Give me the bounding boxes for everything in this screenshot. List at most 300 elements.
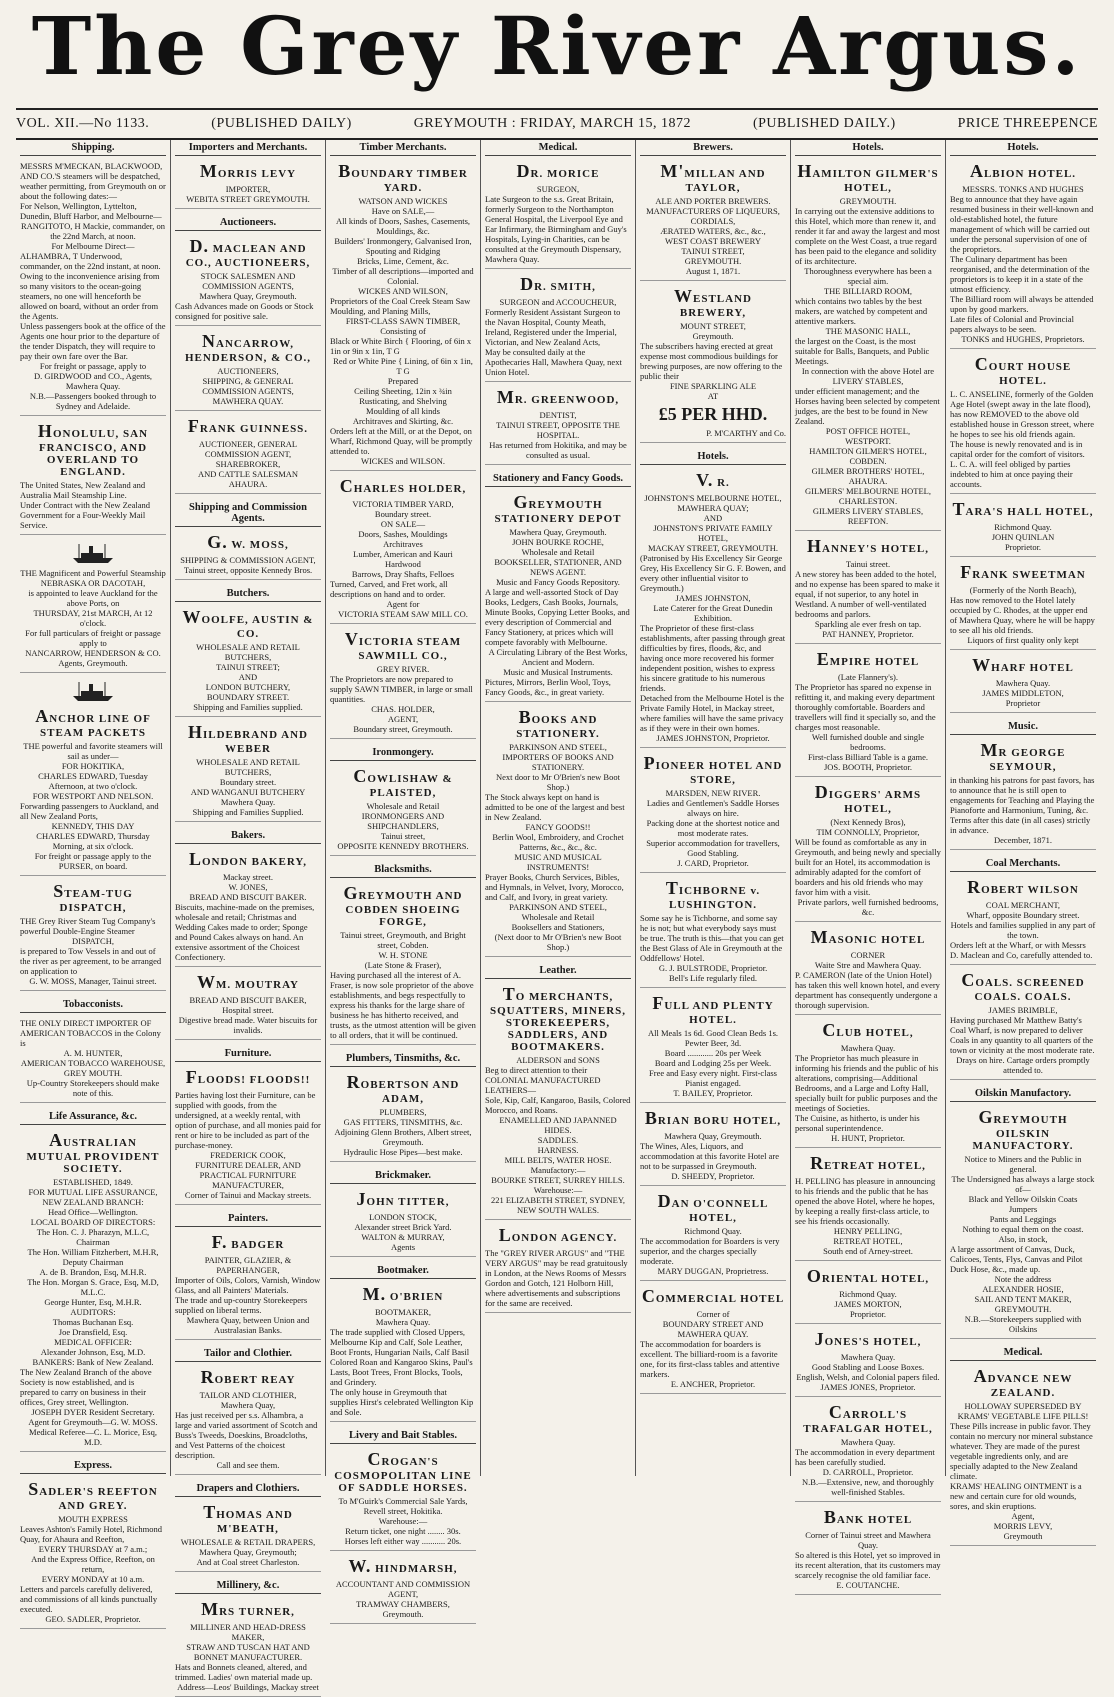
advertisement	[330, 1554, 476, 1624]
ad-line: H. HUNT, Proprietor.	[831, 1133, 905, 1143]
ad-line: N.B.—Storekeepers supplied with Oilskins	[964, 1314, 1082, 1334]
ad-line: TRAMWAY CHAMBERS,	[356, 1599, 450, 1609]
advertisement	[330, 474, 476, 624]
ad-line: P. CAMERON (late of the Union Hotel) has taken this well known hotel, and every department has consequently undergone a thorough supervision.	[795, 970, 940, 1010]
ad-line: May be consulted daily at the Apothecaries Hall, Mawhera Quay, next Union Hotel.	[485, 347, 622, 377]
ad-line: AND CATTLE SALESMAN	[197, 469, 299, 479]
advertisement	[20, 879, 166, 991]
ad-line: Barrows, Dray Shafts, Felloes	[351, 569, 455, 579]
ad-line: KRAMS' HEALING OINTMENT is a new and certain cure for old wounds, sores, and skin eruptions.	[950, 1481, 1082, 1511]
ad-line: AND	[703, 513, 723, 523]
ad-line: First-class Billiard Table is a game.	[807, 752, 929, 762]
ad-title: EMPIRE HOTEL	[816, 649, 920, 669]
section	[330, 140, 476, 739]
published-daily-left: (PUBLISHED DAILY)	[211, 116, 352, 131]
ad-line: In carrying out the extensive additions to this Hotel, which more than renew it, and render it far and away the largest and most complete on the West Coast, a true regard has been paid to the elegance and solidity of its architecture.	[795, 206, 940, 266]
ad-line: Richmond Quay.	[994, 522, 1052, 532]
ad-line: Sparkling ale ever fresh on tap.	[814, 619, 922, 629]
ad-line: KENNEDY, THIS DAY	[51, 821, 135, 831]
advertisement	[640, 284, 786, 443]
advertisement	[20, 538, 166, 673]
ad-line: L. C. ANSELINE, formerly of the Golden Age Hotel (swept away in the late flood), has now REMOVED to the above old established house in Gresson street, where he hopes to see his old friends again.	[950, 389, 1094, 439]
ad-title: W. HINDMARSH,	[348, 1556, 458, 1576]
advertisement	[950, 560, 1096, 650]
advertisement	[950, 968, 1096, 1080]
ad-line: FANCY GOODS!!	[525, 822, 591, 832]
ad-line: AUCTIONEERS,	[217, 366, 279, 376]
ad-title: GREYMOUTH OILSKIN MANUFACTORY.	[972, 1107, 1074, 1152]
ad-line: D. GIRDWOOD and CO., Agents, Mawhera Quay.	[33, 371, 153, 391]
ad-line: GREYMOUTH.	[994, 1304, 1052, 1314]
ad-line: The accommodation for boarders is excellent. The billiard-room is a favorite one, for its first-class tables and attentive markers.	[640, 1339, 780, 1379]
advertisement	[795, 647, 941, 777]
advertisement	[640, 1189, 786, 1281]
ad-line: Nothing to equal them on the coast.	[962, 1224, 1084, 1234]
ad-line: Boundary street, Greymouth.	[353, 724, 453, 734]
section	[175, 215, 321, 494]
ad-line: The Hon. William Fitzherbert, M.H.R, Deputy Chairman	[27, 1247, 159, 1267]
ad-line: Mawhera Quay.	[840, 1352, 896, 1362]
ad-line: Liquors of first quality only kept	[967, 635, 1079, 645]
ad-title: CROGAN'S COSMOPOLITAN LINE OF SADDLE HORSES.	[334, 1449, 472, 1494]
ad-line: Biscuits, machine-made on the premises, wholesale and retail; Christmas and Wedding Cakes made to order; Sponge and Pound Cakes always on hand. An extensive assortment of the Choicest Confectionery.	[175, 902, 315, 962]
ad-line: Richmond Quay.	[839, 1289, 897, 1299]
ad-line: REEFTON.	[847, 516, 889, 526]
ad-line: Free and Easy every night. First-class Pianist engaged.	[649, 1068, 777, 1088]
ad-line: Has now removed to the Hotel lately occupied by C. Rhodes, at the upper end of Mawhera Quay, where he will be happy to see all his old friends.	[950, 595, 1095, 635]
ad-line: CHARLESTON.	[838, 496, 898, 506]
ad-title: DR. SMITH,	[520, 274, 596, 294]
section-heading: Brewers.	[640, 140, 786, 156]
section	[175, 828, 321, 1040]
advertisement	[175, 159, 321, 209]
ad-title: FULL AND PLENTY HOTEL.	[652, 993, 774, 1026]
ad-line: MARY DUGGAN, Proprietress.	[657, 1266, 769, 1276]
advertisement	[175, 847, 321, 967]
ad-line: Jumpers	[1008, 1204, 1038, 1214]
ad-line: Orders left at the Wharf, or with Messrs D. Maclean and Co, carefully attended to.	[950, 940, 1093, 960]
section-heading: Shipping.	[20, 140, 166, 156]
ad-title: BRIAN BORU HOTEL,	[644, 1108, 782, 1128]
ad-line: JAMES JONES, Proprietor.	[820, 1382, 916, 1392]
advertisement	[175, 1230, 321, 1340]
ad-line: ALEXANDER HOSIE,	[982, 1284, 1064, 1294]
ad-title: BANK HOTEL	[823, 1507, 913, 1527]
ad-title: HONOLULU, SAN FRANCISCO, AND OVERLAND TO ENGLAND.	[37, 421, 149, 478]
ad-line: Ceiling Sheeting, 12in x ¾in	[354, 386, 452, 396]
ad-line: (Late Flannery's).	[837, 672, 899, 682]
advertisement	[485, 982, 631, 1220]
volume-number: VOL. XII.—No 1133.	[16, 116, 150, 131]
ad-line: VICTORIA TIMBER YARD,	[352, 499, 454, 509]
ad-title: JONES'S HOTEL,	[814, 1329, 922, 1349]
ad-title: TICHBORNE v. LUSHINGTON.	[665, 878, 761, 911]
section-heading: Hotels.	[640, 449, 786, 465]
ad-line: Bell's Life regularly filed.	[669, 973, 757, 983]
ad-line: Good Stabling and Loose Boxes.	[811, 1362, 925, 1372]
advertisement	[485, 385, 631, 465]
ad-line: Mawhera Quay.	[840, 1437, 896, 1447]
ad-line: under efficient management; and the Horses having been selected by competent judges, are the best to be found in New Zealand.	[795, 386, 940, 426]
ad-line: And the Express Office, Reefton, on return,	[31, 1554, 155, 1574]
ad-line: SURGEON,	[536, 184, 580, 194]
ad-line: ACCOUNTANT AND COMMISSION AGENT,	[335, 1579, 471, 1599]
advertisement	[330, 1447, 476, 1551]
column-3	[326, 140, 481, 1619]
ad-line: LIVERY STABLES,	[832, 376, 904, 386]
ad-line: Proprietor.	[849, 1309, 887, 1319]
ad-line: GILMER BROTHERS' HOTEL,	[811, 466, 925, 476]
ad-line: FINE SPARKLING ALE	[669, 381, 757, 391]
ad-line: Bricks, Lime, Cement, &c.	[357, 256, 449, 266]
ad-line: Mackay street.	[222, 872, 274, 882]
ad-line: MARSDEN, NEW RIVER.	[665, 788, 761, 798]
ad-line: STOCK SALESMEN AND COMMISSION AGENTS,	[200, 271, 296, 291]
ad-line: A. de B. Brandon, Esq, M.H.R.	[39, 1267, 147, 1277]
ad-line: WHOLESALE AND RETAIL BUTCHERS,	[196, 642, 300, 662]
ad-line: Has returned from Hokitika, and may be consulted as usual.	[489, 440, 627, 460]
ad-line: Wholesale and Retail	[366, 801, 440, 811]
ad-line: English, Welsh, and Colonial papers filed.	[796, 1372, 940, 1382]
ad-line: TONKS and HUGHES, Proprietors.	[961, 334, 1085, 344]
ad-line: OPPOSITE KENNEDY BROTHERS.	[337, 841, 469, 851]
ad-title: WOOLFE, AUSTIN & CO.	[182, 607, 314, 640]
ad-line: in thanking his patrons for past favors, has to announce that he is still open to engagements for Teaching and Playing the Pianoforte and Harmonium, Tuning, &c. Terms after this date (in all cases) strictly in advance.	[950, 775, 1095, 835]
ad-line: December, 1871.	[994, 835, 1052, 845]
steamship-icon	[71, 543, 115, 565]
ad-line: THE Magnificent and Powerful Steamship	[20, 568, 166, 578]
ad-line: Richmond Quay.	[684, 1226, 742, 1236]
section	[175, 1481, 321, 1572]
advertisement	[485, 1223, 631, 1313]
section	[330, 1051, 476, 1162]
ad-line: Mawhera Quay,	[220, 1400, 276, 1410]
ad-line: Boundary street.	[374, 509, 432, 519]
ad-line: Booksellers and Stationers,	[511, 922, 605, 932]
ad-line: GREY RIVER.	[376, 664, 430, 674]
ad-line: Board ............ 20s per Week	[664, 1048, 762, 1058]
ad-line: Note the address	[994, 1274, 1052, 1284]
ad-title: ROBERT REAY	[200, 1367, 296, 1387]
advertisement	[175, 1365, 321, 1475]
ad-line: Drays on hire. Cartage orders promptly attended to.	[956, 1055, 1090, 1075]
ad-title: CLUB HOTEL,	[822, 1020, 914, 1040]
ad-line: Architraves and Skirting, &c.	[352, 416, 454, 426]
section	[485, 471, 631, 957]
ad-line: Has just received per s.s. Alhambra, a large and varied assortment of Scotch and Buss's Tweeds, Doeskins, Broadcloths, and Vest Patterns of the choicest description.	[175, 1410, 318, 1460]
ad-line: FURNITURE DEALER, AND PRACTICAL FURNITURE MANUFACTURER,	[195, 1160, 301, 1190]
ad-line: SURGEON and ACCOUCHEUR,	[499, 297, 617, 307]
ad-line: AND WANGANUI BUTCHERY	[190, 787, 306, 797]
ad-line: COAL MERCHANT,	[985, 900, 1061, 910]
ad-line: AHAURA.	[228, 479, 268, 489]
ad-title: FRANK SWEETMAN	[960, 562, 1086, 582]
ad-line: The Wines, Ales, Liquors, and accommodation at this favorite Hotel are not to be surpassed in Greymouth.	[640, 1141, 780, 1171]
ad-line: Owing to the inconvenience arising from so many visitors to the ocean-going steamers, no one will henceforth be allowed on board, without an order from the Agents.	[20, 271, 160, 321]
ad-line: MILLINER AND HEAD-DRESS MAKER,	[190, 1622, 306, 1642]
section	[330, 745, 476, 856]
ad-line: Shipping and Families supplied.	[193, 702, 303, 712]
section-heading: Bakers.	[175, 828, 321, 844]
ad-line: A large and well-assorted Stock of Day Books, Ledgers, Cash Books, Journals, Minute Books, Copying Letter Books, and every description of Commercial and Fancy Stationery, at prices which will compete favorably with Melbourne.	[485, 587, 630, 647]
ad-line: The Proprietors are now prepared to supply SAWN TIMBER, in large or small quantities.	[330, 674, 473, 704]
ad-line: Turned, Carved, and Fret work, all descriptions on hand and to order.	[330, 579, 448, 599]
section	[20, 1109, 166, 1452]
ad-line: W. JONES,	[228, 882, 268, 892]
column-7	[946, 140, 1100, 1541]
ad-line: G. J. BULSTRODE, Proprietor.	[658, 963, 768, 973]
ad-line: is appointed to leave Auckland for the above Ports, on	[28, 588, 158, 608]
ad-line: So altered is this Hotel, yet so improved in its recent alteration, that its customers may scarcely recognise the old familiar face.	[795, 1550, 941, 1580]
ad-line: STRAW AND TUSCAN HAT AND BONNET MANUFACTURER.	[186, 1642, 310, 1662]
ad-line: WALTON & MURRAY,	[361, 1232, 445, 1242]
ad-title: CARROLL'S TRAFALGAR HOTEL,	[803, 1402, 933, 1435]
ad-line: PAINTER, GLAZIER, & PAPERHANGER,	[204, 1255, 292, 1275]
ad-line: Late Surgeon to the s.s. Great Britain, formerly Surgeon to the Northampton General Hospital, the Liverpool Eye and Ear Infirmary, the Birmingham and Guy's Hospitals, Lying-in Charities, can be consulted at the Greymouth Dispensary, Mawhera Quay.	[485, 194, 627, 264]
ad-line: Well furnished double and single bedrooms.	[811, 732, 925, 752]
ad-line: which contains two tables by the best makers, are watched by competent and attentive markers.	[795, 296, 928, 326]
ad-title: ROBERT WILSON	[967, 877, 1079, 897]
ad-line: Under Contract with the New Zealand Government for a Four-Weekly Mail Service.	[20, 500, 151, 530]
ad-line: DENTIST,	[539, 410, 577, 420]
section-heading: Plumbers, Tinsmiths, &c.	[330, 1051, 476, 1067]
ad-line: HARNESS.	[537, 1145, 579, 1155]
ad-line: Next door to Mr O'Brien's new Boot Shop.)	[496, 772, 620, 792]
ad-line: The Undersigned has always a large stock of—	[951, 1174, 1095, 1194]
section	[950, 856, 1096, 1080]
advertisement	[485, 490, 631, 702]
ad-line: NANCARROW, HENDERSON & CO. Agents, Greymouth.	[25, 648, 161, 668]
ad-line: And at Coal street Charleston.	[196, 1557, 300, 1567]
advertisement	[330, 881, 476, 1045]
ad-line: Tainui street, opposite Kennedy Bros.	[183, 565, 313, 575]
dateline-bar	[16, 108, 1098, 140]
ad-title: AUSTRALIAN MUTUAL PROVIDENT SOCIETY.	[26, 1130, 160, 1175]
section-heading: Tailor and Clothier.	[175, 1346, 321, 1362]
ad-line: The Hon. C. J. Pharazyn, M.L.C, Chairman	[36, 1227, 150, 1247]
ad-title: VICTORIA STEAM SAWMILL CO.,	[344, 629, 462, 662]
ad-line: The Culinary department has been reorganised, and the determination of the proprietors is to keep it in a state of the utmost efficiency.	[950, 254, 1090, 294]
ad-title: DIGGERS' ARMS HOTEL,	[814, 782, 922, 815]
advertisement	[640, 1284, 786, 1394]
ad-title: RETREAT HOTEL,	[810, 1153, 926, 1173]
ad-line: N.B.—Passengers booked through to Sydney and Adelaide.	[29, 391, 157, 411]
ad-line: Hotels and families supplied in any part of the town.	[950, 920, 1096, 940]
ad-line: Warehouse:—	[533, 1185, 583, 1195]
column-6	[791, 140, 946, 1590]
ad-line: Hats and Bonnets cleaned, altered, and trimmed. Ladies' own material made up.	[175, 1662, 313, 1682]
ad-line: Importer of Oils, Colors, Varnish, Window Glass, and all Painters' Materials.	[175, 1275, 321, 1295]
section	[795, 140, 941, 1595]
ad-line: Superior accommodation for travellers, Good Stabling.	[646, 838, 780, 858]
section	[175, 1046, 321, 1205]
advertisement	[330, 159, 476, 471]
advertisement	[950, 653, 1096, 713]
section	[330, 862, 476, 1045]
ad-title: ADVANCE NEW ZEALAND.	[973, 1366, 1073, 1399]
ad-title: TARA'S HALL HOTEL,	[952, 499, 1094, 519]
ad-title: WM. MOUTRAY	[197, 972, 299, 992]
ad-line: JOHN QUINLAN	[991, 532, 1055, 542]
ad-line: THE powerful and favorite steamers will sail as under—	[23, 741, 163, 761]
ad-line: Agent for Greymouth—G. W. MOSS.	[28, 1417, 158, 1427]
ad-title: FRANK GUINNESS.	[187, 416, 309, 436]
ad-line: Ladies and Gentlemen's Saddle Horses always on hire.	[646, 798, 780, 818]
ad-line: Music and Fancy Goods Repository.	[496, 577, 620, 587]
ad-line: MUSIC AND MUSICAL INSTRUMENTS!	[514, 852, 602, 872]
advertisement	[175, 234, 321, 326]
advertisement	[330, 627, 476, 739]
ad-line: Proprietor	[1005, 698, 1041, 708]
ad-line: Mawhera Quay.	[220, 797, 276, 807]
ad-line: Music and Musical Instruments.	[503, 667, 613, 677]
ad-line: FOR HOKITIKA,	[61, 761, 125, 771]
ad-line: A new storey has been added to the hotel, and no expense has been spared to make it equal, if not superior, to any hotel in Westland. A number of well-ventilated bedrooms and parlors.	[795, 569, 940, 619]
advertisement	[950, 1364, 1096, 1546]
ad-title: ANCHOR LINE OF STEAM PACKETS	[35, 706, 151, 739]
ad-line: VICTORIA STEAM SAW MILL CO.	[338, 609, 468, 619]
ad-title: NANCARROW, HENDERSON, & CO.,	[184, 331, 312, 364]
ad-line: Tainui street, Greymouth, and Bright street, Cobden.	[340, 930, 466, 950]
ad-line: HAMILTON GILMER'S HOTEL,	[809, 446, 927, 456]
ad-line: FOR WESTPORT AND NELSON.	[32, 791, 154, 801]
advertisement	[175, 1500, 321, 1572]
section-heading: Brickmaker.	[330, 1168, 476, 1184]
ad-line: HOLLOWAY SUPERSEDED BY KRAMS' VEGETABLE LIFE PILLS!	[957, 1401, 1089, 1421]
ad-line: NEW ZEALAND BRANCH:	[42, 1197, 144, 1207]
section	[330, 1168, 476, 1257]
ad-title: BOUNDARY TIMBER YARD.	[338, 161, 468, 194]
column-5	[636, 140, 791, 1476]
ad-title: MORRIS LEVY	[199, 161, 297, 181]
ad-line: Tainui street.	[845, 559, 891, 569]
ad-line: THURSDAY, 21st MARCH, At 12 o'clock.	[33, 608, 153, 628]
ad-line: SHIPPING, & GENERAL COMMISSION AGENTS,	[202, 376, 294, 396]
ad-line: Greymouth.	[692, 331, 734, 341]
ad-line: Having purchased Mr Matthew Batty's Coal Wharf, is now prepared to deliver Coals in any quantity to all quarters of the town or vicinity at the most moderate rate.	[950, 1015, 1095, 1055]
ad-line: TAINUI STREET, OPPOSITE THE HOSPITAL.	[496, 420, 620, 440]
ad-line: Alexander street Brick Yard.	[354, 1222, 452, 1232]
ad-line: Prepared	[387, 376, 419, 386]
ad-line: The "GREY RIVER ARGUS" and "THE VERY ARGUS" may be read gratuitously in London, at the News Rooms of Messrs Gordon and Gotch, 121 Holborn Hill, where advertisements and subscriptions for the same are received.	[485, 1248, 628, 1308]
ad-line: The Proprietor has spared no expense in refitting it, and making every department thoroughly comfortable. Boarders and travellers will find it specially so, and the charges most reasonable.	[795, 682, 936, 732]
ad-line: Doors, Sashes, Mouldings	[358, 529, 448, 539]
ad-line: For full particulars of freight or passage apply to	[25, 628, 161, 648]
section-heading: Timber Merchants.	[330, 140, 476, 156]
price: PRICE THREEPENCE	[957, 116, 1098, 131]
advertisement	[175, 530, 321, 580]
ad-title: FLOODS! FLOODS!!	[185, 1067, 311, 1087]
section-heading: Medical.	[485, 140, 631, 156]
ad-line: Sole, Kip, Calf, Kangaroo, Basils, Colored Morocco, and Roans.	[485, 1095, 631, 1115]
ad-line: AHAURA.	[848, 476, 888, 486]
ad-line: Black or White Birch { Flooring, of 6in x 1in or 9in x 1in, T G	[330, 336, 472, 356]
ad-line: WEBITA STREET GREYMOUTH.	[186, 194, 310, 204]
ad-line: TIM CONNOLLY, Proprietor,	[816, 827, 920, 837]
section	[330, 1428, 476, 1624]
ad-line: BREAD AND BISCUIT BAKER,	[189, 995, 307, 1005]
ad-line: D. CARROLL, Proprietor.	[822, 1467, 914, 1477]
ad-title: STEAM-TUG DISPATCH,	[53, 881, 133, 914]
ad-line: GEO. SADLER, Proprietor.	[45, 1614, 141, 1624]
ad-line: D. SHEEDY, Proprietor.	[671, 1171, 755, 1181]
section-heading: Auctioneers.	[175, 215, 321, 231]
ad-title: ALBION HOTEL.	[969, 161, 1077, 181]
ad-line: Alexander Johnson, Esq, M.D.	[40, 1347, 146, 1357]
ad-line: RETREAT HOTEL,	[833, 1236, 903, 1246]
section-heading: Coal Merchants.	[950, 856, 1096, 872]
section	[950, 719, 1096, 850]
advertisement	[640, 876, 786, 988]
ad-line: FREDERICK COOK,	[210, 1150, 286, 1160]
advertisement	[795, 534, 941, 644]
ad-title: HAMILTON GILMER'S HOTEL,	[797, 161, 939, 194]
ad-line: The Cuisine, as hitherto, is under his personal superintendence.	[795, 1113, 920, 1133]
ad-line: (Late Stone & Fraser),	[364, 960, 442, 970]
section-heading: Importers and Merchants.	[175, 140, 321, 156]
ad-line: The trade and up-country Storekeepers supplied on liberal terms.	[175, 1295, 308, 1315]
ad-line: LONDON BUTCHERY,	[205, 682, 291, 692]
ad-line: Wholesale and Retail	[521, 912, 595, 922]
section-heading: Blacksmiths.	[330, 862, 476, 878]
ad-line: Mawhera Quay.	[995, 678, 1051, 688]
ad-line: Board and Lodging 25s per Week.	[654, 1058, 772, 1068]
ad-line: South end of Arney-street.	[823, 1246, 913, 1256]
ad-title: SADLER'S REEFTON AND GREY.	[28, 1479, 158, 1512]
ad-line: Agent,	[1011, 1511, 1035, 1521]
advertisement	[20, 676, 166, 876]
section	[950, 1345, 1096, 1546]
ad-line: Greymouth	[1003, 1531, 1043, 1541]
ad-line: For freight or passage apply to the PURSER, on board.	[34, 851, 152, 871]
ad-line: The Proprietor has much pleasure in informing his friends and the public of his alterations, comprising—Additional Bedrooms, and a Large and Lofty Hall, specially built for public purposes and the meetings of Societies.	[795, 1053, 939, 1113]
ad-line: Hardwood	[385, 559, 421, 569]
ad-title: WESTLAND BREWERY,	[674, 286, 752, 319]
ad-line: THE Grey River Steam Tug Company's powerful Double-Engine Steamer	[20, 916, 156, 936]
ad-line: JOHNSTON'S MELBOURNE HOTEL,	[644, 493, 782, 503]
ad-line: E. COUTANCHE.	[836, 1580, 900, 1590]
section	[485, 140, 631, 465]
ad-title: LONDON BAKERY,	[188, 849, 308, 869]
ad-line: GILMERS' MELBOURNE HOTEL,	[805, 486, 931, 496]
ad-line: J. CARD, Proprietor.	[677, 858, 749, 868]
advertisement	[175, 720, 321, 822]
ad-line: Some say he is Tichborne, and some say he is not; but what everybody says must be true. The truth is this—that you can get the Best Glass of Ale in Greymouth at the Oddfellows' Hotel.	[640, 913, 784, 963]
section	[175, 1346, 321, 1475]
advertisement	[175, 329, 321, 411]
ad-line: ON SALE—	[380, 519, 426, 529]
ad-title: COALS. SCREENED COALS. COALS.	[961, 970, 1085, 1003]
ad-line: Pictures, Mirrors, Berlin Wool, Toys, Fancy Goods, &c., in great variety.	[485, 677, 611, 697]
ad-line: Head Office—Wellington.	[48, 1207, 138, 1217]
ad-title: COURT HOUSE HOTEL.	[974, 354, 1072, 387]
ad-line: Call and see them.	[216, 1460, 280, 1470]
ad-line: Manufactory:—	[530, 1165, 586, 1175]
ad-line: Mawhera Quay, Greymouth.	[664, 1131, 762, 1141]
ad-line: (Next door to Mr O'Brien's new Boot Shop.)	[494, 932, 622, 952]
advertisement	[795, 1327, 941, 1397]
ad-line: Red or White Pine { Lining, of 6in x 1in, T G	[333, 356, 473, 376]
ad-line: Also, in stock,	[998, 1234, 1048, 1244]
ad-line: Hydraulic Hose Pipes—best make.	[343, 1147, 463, 1157]
ad-line: MESSRS. TONKS AND HUGHES	[962, 184, 1084, 194]
ad-line: ENAMELLED AND JAPANNED HIDES.	[499, 1115, 617, 1135]
ad-line: Forwarding passengers to Auckland, and all New Zealand Ports,	[20, 801, 159, 821]
ad-line: Private parlors, well furnished bedrooms, &c.	[797, 897, 939, 917]
ad-line: MESSRS M'MECKAN, BLACKWOOD, AND CO.'S steamers will be despatched, weather permitting, from Greymouth on or about the following dates:—	[20, 161, 166, 201]
section-heading: Painters.	[175, 1211, 321, 1227]
columns-container	[16, 140, 1100, 1692]
